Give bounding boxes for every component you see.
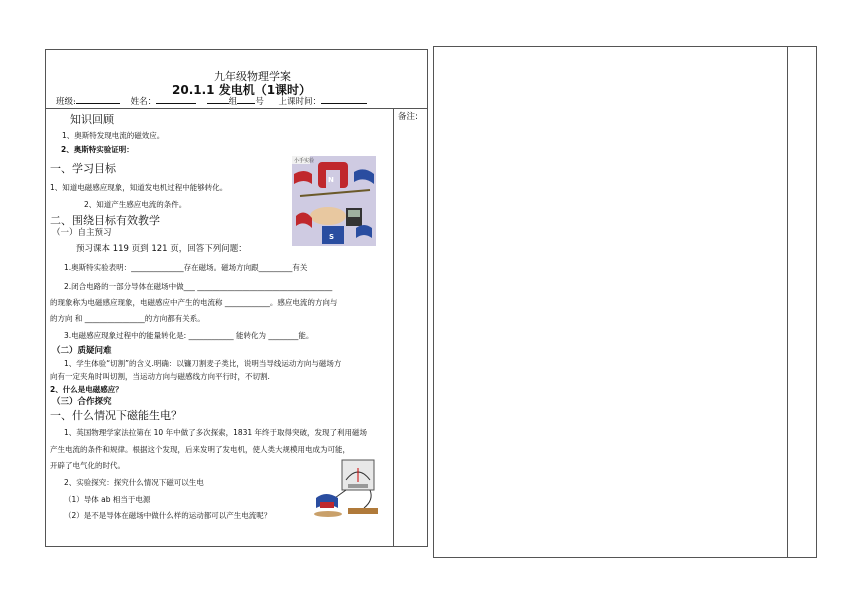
- preview-question-2c: 的方向 和 ________________的方向都有关系。: [50, 314, 205, 323]
- name-label: 姓名：: [130, 97, 157, 107]
- right-table: [433, 46, 817, 558]
- teaching-sub-2: （二）质疑问难: [52, 346, 112, 356]
- magnet-n-label: N: [328, 176, 334, 184]
- class-label: 班级:: [56, 97, 76, 107]
- inquiry-step-1: （1）导体 ab 相当于电源: [64, 495, 151, 504]
- inquiry-heading: 一、什么情况下磁能生电？: [50, 409, 182, 422]
- review-heading: 知识回顾: [70, 113, 114, 126]
- number-label: 号: [255, 97, 264, 107]
- preview-question-2a: 2.闭合电路的一部分导体在磁场中做___ ____________________________________: [64, 282, 333, 291]
- inquiry-step-2: （2）是不是导体在磁场中做什么样的运动都可以产生电流呢？: [64, 511, 272, 520]
- right-notes-divider: [787, 46, 788, 558]
- goals-heading: 一、学习目标: [50, 162, 116, 175]
- inquiry-para-2: 2、实验探究：探究什么情况下磁可以生电: [64, 478, 204, 487]
- preview-question-3: 3.电磁感应现象过程中的能量转化是: ____________ 能转化为 ________能。: [64, 331, 314, 340]
- teaching-sub-3: （三）合作探究: [52, 397, 112, 407]
- induction-apparatus-drawing: [312, 458, 382, 520]
- induction-apparatus-image: [312, 458, 382, 520]
- review-item-1: 1、奥斯特发现电流的磁效应。: [62, 131, 165, 140]
- goals-item-1: 1、知道电磁感应现象，知道发电机过程中能够转化。: [50, 183, 228, 192]
- notes-label: 备注:: [398, 112, 418, 122]
- magnet-s-label: S: [329, 233, 335, 241]
- inquiry-para-1a: 1、英国物理学家法拉第在 10 年中做了多次探索，1831 年终于取得突破，发现了利用磁场: [64, 428, 368, 437]
- header-divider: [45, 108, 428, 109]
- notes-divider: [393, 108, 394, 547]
- time-label: 上课时间：: [278, 97, 322, 107]
- group-label: 组: [228, 97, 238, 107]
- teaching-heading: 二、围绕目标有效教学: [50, 214, 160, 227]
- preview-question-1: 1.奥斯特实验表明：______________存在磁场。磁场方向跟_________有关: [64, 263, 308, 272]
- review-item-2: 2、奥斯特实验证明：: [61, 145, 134, 154]
- lesson-title: 20.1.1 发电机（1课时）: [172, 83, 312, 97]
- teaching-sub-1: （一）自主预习: [52, 228, 112, 238]
- magnet-experiment-image: [292, 156, 376, 246]
- magnet-experiment-drawing: [292, 156, 376, 246]
- inquiry-para-1c: 开辟了电气化的时代。: [50, 461, 125, 470]
- preview-question-2b: 的现象称为电磁感应现象，电磁感应中产生的电流称 ____________。感应电流的方向与: [50, 298, 338, 307]
- header-title: 九年级物理学案: [214, 70, 291, 83]
- goals-item-2: 2、知道产生感应电流的条件。: [84, 200, 187, 209]
- doubt-item-1a: 1、学生体验“切割”的含义.明确：以镰刀割麦子类比，说明当导线运动方向与磁场方: [64, 359, 342, 368]
- preview-task: 预习课本 119 页到 121 页，回答下列问题：: [76, 244, 247, 254]
- class-line: [56, 97, 367, 108]
- badge-text: 小手实验: [294, 158, 315, 164]
- doubt-item-2: 2、什么是电磁感应？: [50, 385, 123, 394]
- doubt-item-1b: 向有一定夹角时叫切割，当运动方向与磁感线方向平行时，不切割.: [50, 372, 270, 381]
- inquiry-para-1b: 产生电流的条件和规律。根据这个发现，后来发明了发电机，使人类大规模用电成为可能，: [50, 445, 350, 454]
